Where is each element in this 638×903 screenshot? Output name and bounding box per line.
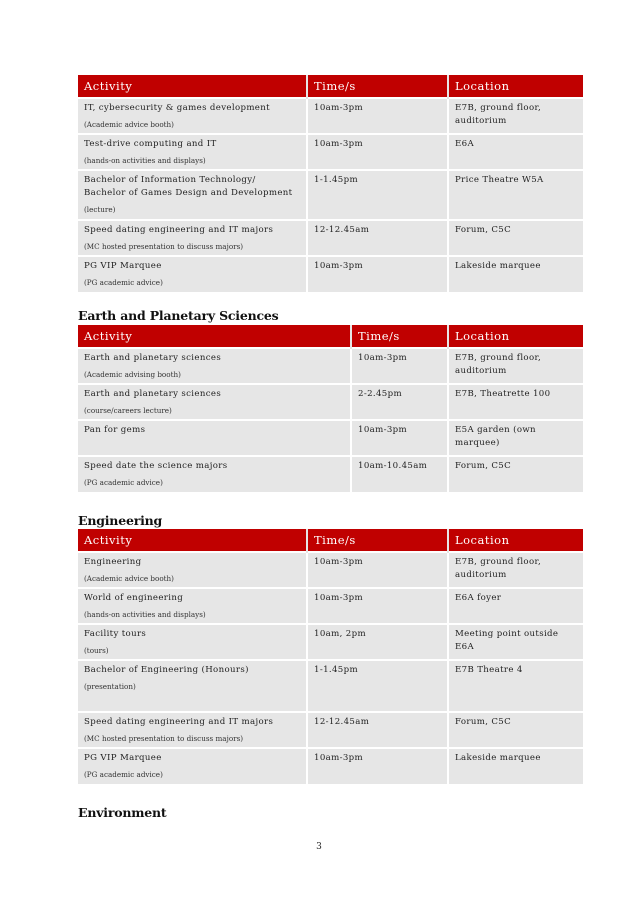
location-cell: Lakeside marquee: [448, 256, 583, 292]
time-column-header: Time/s: [307, 529, 448, 552]
activity-cell: [78, 552, 307, 588]
activity-cell: [78, 712, 307, 748]
location-cell: E7B, Theatrette 100: [448, 384, 583, 420]
location-cell: Forum, C5C: [448, 220, 583, 256]
location-cell: E7B, ground floor, auditorium: [448, 348, 583, 384]
activity-column-header: Activity: [78, 75, 307, 98]
activity-name: Bachelor of Information Technology/ Bachelor of Games Design and Development: [84, 175, 293, 198]
location-cell: Forum, C5C: [448, 712, 583, 748]
activity-note: (PG academic advice): [84, 278, 163, 287]
table-row: [78, 384, 583, 420]
location-cell: E6A: [448, 134, 583, 170]
time-cell: 1-1.45pm: [307, 660, 448, 712]
activity-note: (Academic advice booth): [84, 120, 174, 129]
activity-cell: [78, 660, 307, 712]
table-row: [78, 220, 583, 256]
activity-name: Engineering: [84, 557, 142, 567]
activity-cell: [78, 256, 307, 292]
activity-cell: [78, 420, 351, 456]
activity-cell: [78, 220, 307, 256]
time-cell: 10am-3pm: [351, 348, 448, 384]
section-heading: Environment: [78, 805, 167, 820]
time-cell: 10am-3pm: [307, 98, 448, 134]
activity-cell: [78, 384, 351, 420]
time-cell: 10am, 2pm: [307, 624, 448, 660]
time-cell: 12-12.45am: [307, 220, 448, 256]
time-cell: 10am-3pm: [351, 420, 448, 456]
activity-cell: [78, 170, 307, 220]
activity-note: (tours): [84, 646, 109, 655]
activity-name: Test-drive computing and IT: [84, 139, 217, 149]
time-cell: 10am-10.45am: [351, 456, 448, 492]
activity-note: (hands-on activities and displays): [84, 156, 206, 165]
activity-name: Speed dating engineering and IT majors: [84, 717, 274, 727]
table-row: [78, 256, 583, 292]
table-row: [78, 98, 583, 134]
time-cell: 10am-3pm: [307, 256, 448, 292]
earth-sciences-table: [78, 325, 583, 492]
location-cell: E5A garden (own marquee): [448, 420, 583, 456]
time-cell: 1-1.45pm: [307, 170, 448, 220]
activity-name: PG VIP Marquee: [84, 261, 162, 271]
activity-name: Speed dating engineering and IT majors: [84, 225, 274, 235]
activity-name: Pan for gems: [84, 425, 146, 435]
activity-note: (Academic advising booth): [84, 370, 181, 379]
activity-cell: [78, 98, 307, 134]
table-row: [78, 420, 583, 456]
activity-note: (course/careers lecture): [84, 406, 172, 415]
activity-cell: [78, 134, 307, 170]
time-cell: 10am-3pm: [307, 552, 448, 588]
location-cell: Price Theatre W5A: [448, 170, 583, 220]
table-header-row: [78, 75, 583, 98]
activity-name: Bachelor of Engineering (Honours): [84, 665, 249, 675]
location-cell: E7B, ground floor, auditorium: [448, 98, 583, 134]
location-cell: Forum, C5C: [448, 456, 583, 492]
location-cell: Meeting point outside E6A: [448, 624, 583, 660]
section-heading: Earth and Planetary Sciences: [78, 308, 279, 323]
activity-name: World of engineering: [84, 593, 184, 603]
location-cell: E7B, ground floor, auditorium: [448, 552, 583, 588]
time-cell: 10am-3pm: [307, 588, 448, 624]
activity-column-header: Activity: [78, 325, 351, 348]
activity-name: Speed date the science majors: [84, 461, 228, 471]
table-row: [78, 552, 583, 588]
section-heading: Engineering: [78, 513, 163, 528]
table-row: [78, 456, 583, 492]
time-cell: 12-12.45am: [307, 712, 448, 748]
time-column-header: Time/s: [307, 75, 448, 98]
it-schedule-table: [78, 75, 583, 292]
time-cell: 10am-3pm: [307, 748, 448, 784]
activity-note: (hands-on activities and displays): [84, 610, 206, 619]
time-cell: 2-2.45pm: [351, 384, 448, 420]
table-row: [78, 660, 583, 712]
table-row: [78, 170, 583, 220]
activity-name: IT, cybersecurity & games development: [84, 103, 270, 113]
time-cell: 10am-3pm: [307, 134, 448, 170]
table-row: [78, 624, 583, 660]
engineering-table: [78, 529, 583, 784]
activity-name: Earth and planetary sciences: [84, 389, 222, 399]
table-row: [78, 588, 583, 624]
table-row: [78, 348, 583, 384]
activity-cell: [78, 748, 307, 784]
location-column-header: Location: [448, 75, 583, 98]
activity-cell: [78, 348, 351, 384]
activity-note: (lecture): [84, 205, 116, 214]
location-column-header: Location: [448, 325, 583, 348]
activity-note: (PG academic advice): [84, 770, 163, 779]
activity-name: Earth and planetary sciences: [84, 353, 222, 363]
table-row: [78, 134, 583, 170]
location-cell: E7B Theatre 4: [448, 660, 583, 712]
table-row: [78, 712, 583, 748]
location-cell: Lakeside marquee: [448, 748, 583, 784]
page-number: 3: [316, 842, 322, 852]
table-header-row: [78, 529, 583, 552]
activity-note: (presentation): [84, 682, 136, 691]
time-column-header: Time/s: [351, 325, 448, 348]
activity-cell: [78, 624, 307, 660]
activity-cell: [78, 588, 307, 624]
activity-name: Facility tours: [84, 629, 147, 639]
table-header-row: [78, 325, 583, 348]
table-row: [78, 748, 583, 784]
location-cell: E6A foyer: [448, 588, 583, 624]
activity-note: (PG academic advice): [84, 478, 163, 487]
location-column-header: Location: [448, 529, 583, 552]
activity-cell: [78, 456, 351, 492]
activity-note: (MC hosted presentation to discuss majors): [84, 734, 244, 743]
activity-column-header: Activity: [78, 529, 307, 552]
activity-name: PG VIP Marquee: [84, 753, 162, 763]
activity-note: (Academic advice booth): [84, 574, 174, 583]
activity-note: (MC hosted presentation to discuss majors): [84, 242, 244, 251]
